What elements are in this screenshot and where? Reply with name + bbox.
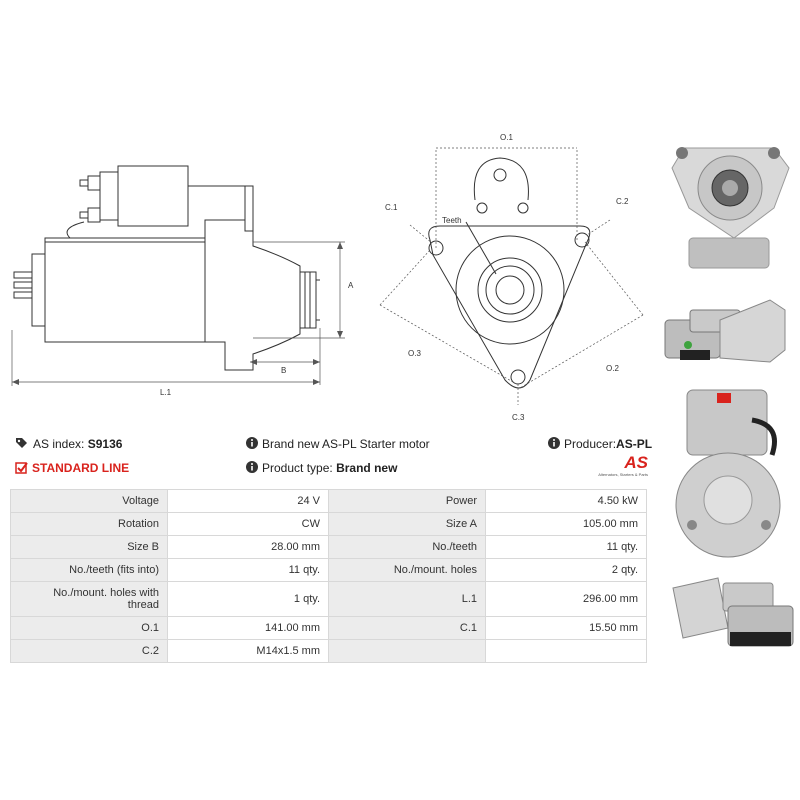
- spec-label: Voltage: [11, 490, 168, 513]
- dim-label-o1: O.1: [500, 133, 513, 142]
- dim-label-o2: O.2: [606, 364, 619, 373]
- table-row: [11, 490, 647, 513]
- as-index-label: AS index:: [33, 437, 85, 451]
- spec-label: No./mount. holes with thread: [11, 582, 168, 617]
- side-view-drawing: [0, 150, 370, 400]
- dim-label-a: A: [348, 281, 354, 290]
- spec-value: 4.50 kW: [486, 490, 647, 513]
- front-view-drawing: [370, 130, 660, 430]
- spec-value: 2 qty.: [486, 559, 647, 582]
- as-pl-logo: AS Alternators, Starters & Parts: [598, 453, 648, 477]
- spec-value: 24 V: [168, 490, 329, 513]
- spec-value: 11 qty.: [486, 536, 647, 559]
- spec-label: Size A: [329, 513, 486, 536]
- table-row: [11, 513, 647, 536]
- dim-label-l1: L.1: [160, 388, 172, 397]
- spec-value: 296.00 mm: [486, 582, 647, 617]
- spec-value: 1 qty.: [168, 582, 329, 617]
- table-row: [11, 617, 647, 640]
- dim-label-c2: C.2: [616, 197, 629, 206]
- table-row: [11, 559, 647, 582]
- product-photo-angle[interactable]: [668, 568, 798, 648]
- table-row: [11, 640, 647, 663]
- producer-value: AS-PL: [616, 437, 653, 451]
- info-icon: [246, 437, 258, 452]
- spec-value: 105.00 mm: [486, 513, 647, 536]
- spec-label: Size B: [11, 536, 168, 559]
- info-icon: [548, 437, 560, 452]
- spec-value: 141.00 mm: [168, 617, 329, 640]
- dim-label-b: B: [281, 366, 287, 375]
- info-icon: [246, 461, 258, 476]
- spec-label: No./teeth (fits into): [11, 559, 168, 582]
- tags-icon: [15, 437, 29, 452]
- producer-row: [548, 437, 652, 452]
- dim-label-c1: C.1: [385, 203, 398, 212]
- spec-label: L.1: [329, 582, 486, 617]
- spec-label: O.1: [11, 617, 168, 640]
- table-row: [11, 536, 647, 559]
- product-photo-rear[interactable]: [662, 385, 797, 565]
- producer-label: Producer:: [564, 437, 617, 451]
- spec-value: [486, 640, 647, 663]
- spec-value: M14x1.5 mm: [168, 640, 329, 663]
- standard-line-label: STANDARD LINE: [32, 461, 130, 476]
- product-type-label: Product type:: [262, 461, 333, 475]
- spec-label: No./mount. holes: [329, 559, 486, 582]
- product-photo-front[interactable]: [664, 128, 794, 278]
- product-type-row: [246, 461, 397, 476]
- dim-label-c3: C.3: [512, 413, 525, 422]
- spec-value: CW: [168, 513, 329, 536]
- spec-label: C.2: [11, 640, 168, 663]
- spec-value: 28.00 mm: [168, 536, 329, 559]
- product-photo-side[interactable]: [660, 290, 795, 375]
- spec-value: 15.50 mm: [486, 617, 647, 640]
- standard-line-row: [15, 461, 129, 477]
- as-index-row: [15, 437, 122, 452]
- spec-label: [329, 640, 486, 663]
- spec-value: 11 qty.: [168, 559, 329, 582]
- description-text: Brand new AS-PL Starter motor: [262, 437, 430, 451]
- table-row: [11, 582, 647, 617]
- dim-label-teeth: Teeth: [442, 216, 462, 225]
- dim-label-o3: O.3: [408, 349, 421, 358]
- spec-label: No./teeth: [329, 536, 486, 559]
- description-row: [246, 437, 430, 452]
- spec-label: Rotation: [11, 513, 168, 536]
- as-index-value: S9136: [87, 437, 123, 451]
- spec-label: Power: [329, 490, 486, 513]
- specs-table: [10, 489, 647, 663]
- spec-label: C.1: [329, 617, 486, 640]
- product-type-value: Brand new: [336, 461, 398, 475]
- checkbox-checked-icon: [15, 461, 28, 477]
